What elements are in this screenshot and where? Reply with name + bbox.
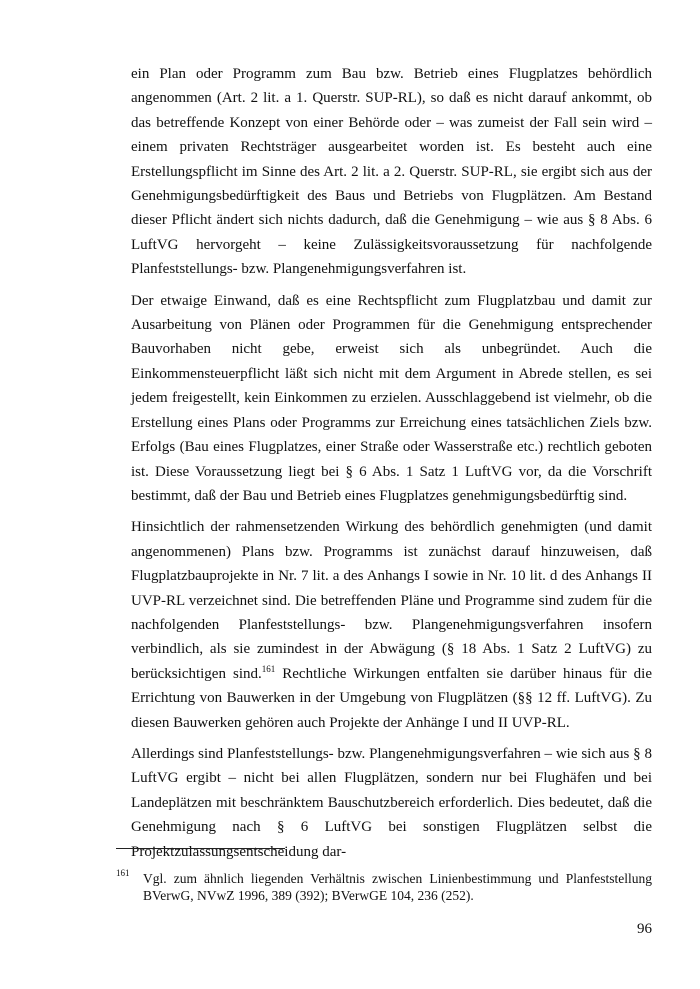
footnote-number: 161 (116, 868, 130, 878)
paragraph-text: Rechtliche Wirkungen entfalten sie darüber hinaus für die Errichtung von Bauwerken in der Umgebung von Flugplätzen (§§ 12 ff. LuftVG). Zu diesen Bauwerken gehören auch Projekte der Anhänge I und II UVP-RL. (131, 665, 652, 731)
footnote (116, 870, 652, 904)
page-number: 96 (637, 921, 652, 937)
paragraph-text: Hinsichtlich der rahmensetzenden Wirkung des behördlich genehmigten (und damit angenommenen) Plans bzw. Programms ist zunächst darauf hinzuweisen, daß Flugplatzbauprojekte in Nr. 7 lit. a des Anhangs I sowie in Nr. 10 lit. d des Anhangs II UVP-RL verzeichnet sind. Die betreffenden Pläne und Programme sind zudem für die nachfolgenden Planfeststellungs- bzw. Plangenehmigungsverfahren insofern verbindlich, als sie zumindest in der Abwägung (§ 18 Abs. 1 Satz 2 LuftVG) zu berücksichtigen sind. (131, 519, 652, 682)
body-text (131, 62, 652, 871)
footnote-text: Vgl. zum ähnlich liegenden Verhältnis zwischen Linienbestimmung und Planfeststellung BVerwG, NVwZ 1996, 389 (392); BVerwGE 104, 236 (252). (143, 871, 652, 903)
footnote-divider (116, 848, 285, 849)
footnote-reference: 161 (261, 663, 276, 674)
paragraph (131, 515, 652, 735)
paragraph: Der etwaige Einwand, daß es eine Rechtspflicht zum Flugplatzbau und damit zur Ausarbeitung von Plänen oder Programmen für die Genehmigung entsprechender Bauvorhaben nicht gebe, erweist sich als unbegründet. Auch die Einkommensteuerpflicht läßt sich nicht mit dem Argument in Abrede stellen, es sei jedem freigestellt, kein Einkommen zu erzielen. Ausschlaggebend ist vielmehr, ob die Erstellung eines Plans oder Programms zur Erreichung eines tatsächlichen Ziels bzw. Erfolgs (Bau eines Flugplatzes, einer Straße oder Wasserstraße etc.) rechtlich geboten ist. Diese Voraussetzung liegt bei § 6 Abs. 1 Satz 1 LuftVG vor, da die Vorschrift bestimmt, daß der Bau und Betrieb eines Flugplatzes genehmigungsbedürftig sind. (131, 292, 652, 504)
paragraph: Allerdings sind Planfeststellungs- bzw. Plangenehmigungsverfahren – wie sich aus § 8 LuftVG ergibt – nicht bei allen Flugplätzen, sondern nur bei Flughäfen und bei Landeplätzen mit beschränktem Bauschutzbereich erforderlich. Dies bedeutet, daß die Genehmigung nach § 6 LuftVG bei sonstigen Flugplätzen selbst die Projektzulassungsentscheidung dar- (131, 745, 652, 860)
paragraph: ein Plan oder Programm zum Bau bzw. Betrieb eines Flugplatzes behördlich angenommen (Art. 2 lit. a 1. Querstr. SUP-RL), so daß es nicht darauf ankommt, ob das betreffende Konzept von einer Behörde oder – was zumeist der Fall sein wird – einem privaten Rechtsträger ausgearbeitet worden ist. Es besteht auch eine Erstellungspflicht im Sinne des Art. 2 lit. a 2. Querstr. SUP-RL, sie ergibt sich aus der Genehmigungsbedürftigkeit des Baus und Betriebs von Flugplätzen. Am Bestand dieser Pflicht ändert sich nichts dadurch, daß die Genehmigung – wie aus § 8 Abs. 6 LuftVG hervorgeht – keine Zulässigkeitsvoraussetzung für nachfolgende Planfeststellungs- bzw. Plangenehmigungsverfahren ist. (131, 66, 652, 278)
